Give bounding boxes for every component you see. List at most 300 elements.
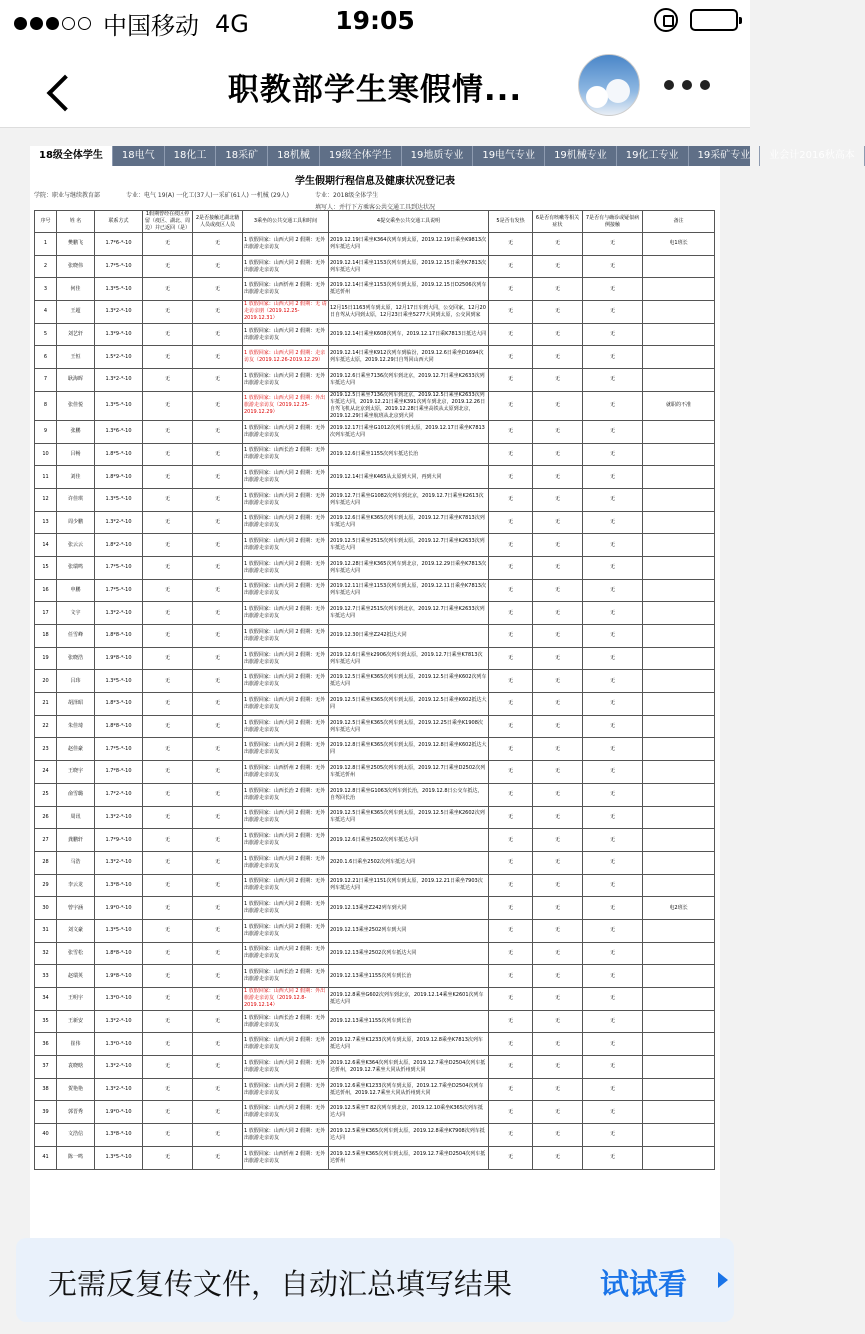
table-cell: 赵瑞英: [57, 965, 95, 988]
table-cell: 2019.12.8日乘坐2505次列车到太原，2019.12.7日乘坐D2502次列车抵达忻州: [329, 761, 489, 784]
sheet-tab[interactable]: 18化工: [165, 146, 217, 166]
table-cell: 1.8*3-*-10: [95, 693, 143, 716]
table-cell: [643, 693, 715, 716]
table-cell: 7: [35, 369, 57, 392]
table-cell: 1.7*6-*-10: [95, 233, 143, 256]
table-cell: [643, 1101, 715, 1124]
table-cell: 无: [193, 919, 243, 942]
table-cell: 2019.12.5日乘坐K365次列车到太原，2019.12.5日乘坐K2602次列车抵达大同: [329, 806, 489, 829]
spreadsheet-preview[interactable]: [0, 128, 855, 1224]
table-cell: 无: [533, 420, 583, 443]
sheet-tab[interactable]: 业会计2016秋高本: [760, 146, 864, 166]
table-cell: 无: [143, 874, 193, 897]
table-cell: 1 放假回家：山西大同 2 假期：无外出旅游走亲访友: [243, 625, 329, 648]
table-cell: 无: [489, 829, 533, 852]
table-cell: 无: [533, 511, 583, 534]
table-cell: [643, 579, 715, 602]
table-cell: 无: [533, 988, 583, 1011]
table-cell: 无: [489, 301, 533, 324]
table-cell: 1 放假回家：山西大同 2 假期：无外出旅游走亲访友: [243, 466, 329, 489]
table-cell: 无: [193, 806, 243, 829]
table-cell: 贺艳艳: [57, 1078, 95, 1101]
table-cell: [643, 670, 715, 693]
table-cell: 袁晓晗: [57, 1056, 95, 1079]
table-cell: 无: [533, 1010, 583, 1033]
table-cell: 1 放假回家：山西大同 2 假期：无外出旅游走亲访友: [243, 715, 329, 738]
table-cell: [643, 942, 715, 965]
table-cell: 王明宇: [57, 988, 95, 1011]
table-cell: 2019.12.5乘坐K365次列车到太原，2019.12.8乘坐K7908次列车抵达大同: [329, 1124, 489, 1147]
table-cell: 2019.12.7乘坐K1233次列车到太原，2019.12.8乘坐K7813次列车抵达大同: [329, 1033, 489, 1056]
table-row: [35, 511, 715, 534]
table-cell: 许佳琪: [57, 488, 95, 511]
table-cell: [643, 1056, 715, 1079]
table-cell: 无: [533, 579, 583, 602]
table-cell: 任雪峰: [57, 625, 95, 648]
table-cell: 1 放假回家：山西大同 2 假期：无外出旅游走亲访友: [243, 806, 329, 829]
table-row: [35, 670, 715, 693]
table-cell: 无: [583, 942, 643, 965]
sheet-tab[interactable]: 19电气专业: [473, 146, 545, 166]
table-cell: 1.7*8-*-10: [95, 761, 143, 784]
table-cell: 无: [143, 556, 193, 579]
table-cell: 无: [583, 233, 643, 256]
column-header: 6是否有咳嗽等相关症状: [533, 211, 583, 233]
sheet-page: [30, 166, 720, 1246]
table-cell: 1 放假回家：山西大同 2 假期：无外出旅游走亲访友: [243, 255, 329, 278]
table-cell: [643, 761, 715, 784]
table-cell: 无: [489, 1124, 533, 1147]
table-cell: 34: [35, 988, 57, 1011]
table-cell: 2019.12.8日乘坐K365次列车到太原，2019.12.8日乘坐K602抵达大同: [329, 738, 489, 761]
table-cell: 16: [35, 579, 57, 602]
table-cell: 无: [489, 1010, 533, 1033]
table-cell: 无: [533, 897, 583, 920]
table-cell: 5: [35, 323, 57, 346]
table-cell: 无: [193, 602, 243, 625]
table-cell: 1 放假回家：山西大同 2 假期：无外出旅游走亲访友: [243, 693, 329, 716]
table-row: [35, 391, 715, 420]
table-cell: 13: [35, 511, 57, 534]
table-cell: 无: [143, 443, 193, 466]
table-cell: 无: [583, 466, 643, 489]
table-cell: 无: [583, 301, 643, 324]
table-cell: 无: [533, 369, 583, 392]
table-cell: 1.3*6-*-10: [95, 420, 143, 443]
table-cell: 无: [533, 255, 583, 278]
nav-bar: [0, 40, 750, 128]
table-cell: 无: [583, 1056, 643, 1079]
table-cell: 1.9*8-*-10: [95, 647, 143, 670]
battery-icon: [690, 9, 738, 31]
table-cell: 1.3*5-*-10: [95, 391, 143, 420]
table-cell: 无: [583, 511, 643, 534]
table-cell: 无: [143, 647, 193, 670]
table-cell: [643, 625, 715, 648]
table-cell: 2019.12.19日乘坐K364次列车到太原，2019.12.19日乘坐K9813次列车抵达大同: [329, 233, 489, 256]
table-cell: 无: [533, 278, 583, 301]
table-cell: 无: [489, 965, 533, 988]
table-cell: 2019.12.6乘坐K1233次列车到太原，2019.12.7乘坐D2504次列车抵达忻州，2019.12.7乘坐大同从忻州到大同: [329, 1078, 489, 1101]
table-cell: 无: [583, 1146, 643, 1169]
table-cell: 无: [193, 761, 243, 784]
table-cell: 无: [583, 919, 643, 942]
sheet-tab[interactable]: 18采矿: [216, 146, 268, 166]
table-cell: 1.9*0-*-10: [95, 897, 143, 920]
table-cell: 32: [35, 942, 57, 965]
table-cell: 24: [35, 761, 57, 784]
table-cell: 无: [583, 443, 643, 466]
table-cell: 无: [533, 670, 583, 693]
table-cell: 41: [35, 1146, 57, 1169]
table-cell: 无: [193, 346, 243, 369]
column-header: 姓 名: [57, 211, 95, 233]
sheet-tab[interactable]: 19级全体学生: [320, 146, 402, 166]
table-cell: 无: [533, 942, 583, 965]
table-cell: 无: [583, 988, 643, 1011]
table-cell: 2019.12.5日乘坐K365次列车到太原，2019.12.5日乘坐K602次列车抵达大同: [329, 670, 489, 693]
table-cell: 12: [35, 488, 57, 511]
table-row: [35, 278, 715, 301]
table-cell: 无: [533, 602, 583, 625]
table-cell: 25: [35, 783, 57, 806]
table-cell: 无: [583, 670, 643, 693]
table-cell: 1 放假回家：山西大同 2 假期：无外出旅游走亲访友: [243, 670, 329, 693]
table-cell: 1 放假回家：山西忻州 2 假期：无外出旅游走亲访友: [243, 278, 329, 301]
table-cell: [643, 1033, 715, 1056]
table-cell: 无: [583, 897, 643, 920]
table-cell: 无: [533, 1124, 583, 1147]
table-cell: 1.3*2-*-10: [95, 806, 143, 829]
table-cell: 无: [489, 1033, 533, 1056]
table-cell: [643, 829, 715, 852]
table-cell: 1 放假回家：山西大同 2 假期：无外出旅游走亲访友: [243, 556, 329, 579]
table-cell: 申鹏: [57, 579, 95, 602]
table-cell: 36: [35, 1033, 57, 1056]
sheet-tab[interactable]: 18电气: [113, 146, 165, 166]
table-cell: 35: [35, 1010, 57, 1033]
avatar[interactable]: [578, 54, 640, 116]
table-cell: 1.3*2-*-10: [95, 1010, 143, 1033]
table-cell: [643, 420, 715, 443]
table-row: [35, 466, 715, 489]
table-cell: 无: [143, 715, 193, 738]
table-cell: 1.3*0-*-10: [95, 988, 143, 1011]
table-row: [35, 874, 715, 897]
table-cell: 无: [489, 488, 533, 511]
table-cell: 1 放假回家：山西大同 2 假期：无外出旅游走亲访友: [243, 919, 329, 942]
table-cell: 无: [193, 488, 243, 511]
table-cell: 1.3*5-*-10: [95, 670, 143, 693]
table-cell: 1.8*8-*-10: [95, 942, 143, 965]
table-cell: 无: [583, 829, 643, 852]
table-cell: 无: [489, 693, 533, 716]
table-cell: 无: [583, 488, 643, 511]
table-cell: 无: [489, 579, 533, 602]
table-row: [35, 942, 715, 965]
column-header: 2是否接触过湖北籍人员或疫区人员: [193, 211, 243, 233]
table-cell: 无: [583, 391, 643, 420]
table-cell: 1 放假回家：山西大同 2 假期：无外出旅游走亲访友: [243, 233, 329, 256]
table-cell: 无: [583, 851, 643, 874]
table-cell: 2019.12.6乘坐K364次列车到太原，2019.12.7乘坐D2504次列车抵达忻州，2019.12.7乘坐大同从忻州到大同: [329, 1056, 489, 1079]
table-cell: 2020.1.6日乘坐2502次列车抵达大同: [329, 851, 489, 874]
table-cell: 无: [489, 255, 533, 278]
table-cell: 无: [583, 534, 643, 557]
table-cell: 无: [533, 761, 583, 784]
table-cell: 无: [489, 278, 533, 301]
table-cell: 1.7*5-*-10: [95, 579, 143, 602]
table-cell: 王超: [57, 301, 95, 324]
table-cell: 刘佳: [57, 466, 95, 489]
table-row: [35, 420, 715, 443]
column-header: 备注: [643, 211, 715, 233]
table-cell: 无: [193, 466, 243, 489]
table-cell: 无: [489, 556, 533, 579]
table-cell: 2019.12.5乘坐T 82次列车到北京，2019.12.10乘坐K365次列车抵达大同: [329, 1101, 489, 1124]
table-cell: [643, 511, 715, 534]
table-row: [35, 851, 715, 874]
table-cell: 无: [533, 851, 583, 874]
sheet-tab-bar: [30, 146, 855, 166]
column-header: 序号: [35, 211, 57, 233]
table-cell: 文宇: [57, 602, 95, 625]
table-cell: 无: [533, 1056, 583, 1079]
table-cell: 37: [35, 1056, 57, 1079]
table-row: [35, 988, 715, 1011]
table-cell: 无: [143, 897, 193, 920]
table-cell: 1 放假回家：山西大同 2 假期：无外出旅游走亲访友: [243, 369, 329, 392]
table-cell: 1 放假回家：山西忻州 2 假期：无外出旅游走亲访友: [243, 761, 329, 784]
table-cell: 1.9*8-*-10: [95, 965, 143, 988]
table-cell: 1.3*2-*-10: [95, 301, 143, 324]
table-cell: 无: [143, 942, 193, 965]
document-filler: 填写人：并行下方乘客公共交通工具到达状况: [314, 204, 435, 211]
table-cell: 1 放假回家：山西大同 2 假期：无外出旅游走亲访友: [243, 488, 329, 511]
table-cell: 无: [583, 1078, 643, 1101]
document-info-item: 学院：职业与继续教育部: [34, 192, 101, 199]
table-cell: [643, 874, 715, 897]
table-cell: [643, 783, 715, 806]
document-title: 学生假期行程信息及健康状况登记表: [295, 176, 455, 187]
table-row: [35, 1101, 715, 1124]
table-cell: 2019.12.14日乘坐1153次列车到太原，2019.12.15日乘坐K7813次列车抵达大同: [329, 255, 489, 278]
table-cell: 1 放假回家：山西大同 2 假期：无外出旅游走亲访友: [243, 323, 329, 346]
table-cell: [643, 255, 715, 278]
table-cell: 无: [583, 556, 643, 579]
table-row: [35, 579, 715, 602]
table-cell: [643, 534, 715, 557]
try-it-button[interactable]: 试试看: [600, 1267, 688, 1301]
table-cell: 张晓浩: [57, 647, 95, 670]
table-cell: 2019.12.14日乘坐1153次列车到太原，2019.12.15日D2506次列车抵达忻州: [329, 278, 489, 301]
rotation-lock-icon: [654, 8, 678, 32]
table-cell: 无: [583, 420, 643, 443]
table-cell: 1.3*5-*-10: [95, 488, 143, 511]
table-cell: 无: [143, 1124, 193, 1147]
table-row: [35, 1056, 715, 1079]
sheet-tab[interactable]: 19地质专业: [402, 146, 474, 166]
table-cell: 1.8*8-*-10: [95, 625, 143, 648]
table-cell: 无: [489, 670, 533, 693]
table-cell: 1.3*2-*-10: [95, 511, 143, 534]
table-cell: 电1班长: [643, 233, 715, 256]
table-cell: 2019.12.6日乘坐7136次列车到北京，2019.12.7日乘坐K2633次列车抵达大同: [329, 369, 489, 392]
table-cell: 无: [583, 738, 643, 761]
table-cell: 6: [35, 346, 57, 369]
table-cell: 1.3*8-*-10: [95, 1124, 143, 1147]
banner-text: 无需反复传文件，自动汇总填写结果: [48, 1267, 513, 1301]
document-info-item: 专业：电气 19(A) 一化工(37人)一采矿(61人) 一机械 (29人): [126, 192, 290, 199]
table-cell: 2019.12.5日乘坐2515次列车到太原，2019.12.7日乘坐K2633次列车抵达大同: [329, 534, 489, 557]
table-cell: 33: [35, 965, 57, 988]
table-cell: 无: [143, 829, 193, 852]
column-header: 5是否有发热: [489, 211, 533, 233]
table-cell: 1 放假回家：山西长治 2 假期：无外出旅游走亲访友: [243, 443, 329, 466]
table-cell: 何佳: [57, 278, 95, 301]
table-cell: 陈一鸣: [57, 1146, 95, 1169]
table-cell: 1.3*8-*-10: [95, 874, 143, 897]
table-cell: 1 放假回家：山西大同 2 假期：无外出旅游走亲访友: [243, 1124, 329, 1147]
table-cell: 无: [193, 897, 243, 920]
promo-banner[interactable]: [16, 1238, 734, 1322]
table-row: [35, 919, 715, 942]
table-row: [35, 1124, 715, 1147]
table-cell: 1.9*0-*-10: [95, 1101, 143, 1124]
table-cell: 无: [489, 851, 533, 874]
sheet-tab[interactable]: 19采矿专业: [689, 146, 761, 166]
page-title: 职教部学生寒假情...: [227, 72, 523, 108]
table-cell: 无: [489, 420, 533, 443]
more-options-icon[interactable]: [664, 80, 710, 90]
table-cell: 1 放假回家：山西大同 2 假期：无外出旅游走亲访友: [243, 942, 329, 965]
table-cell: 无: [143, 391, 193, 420]
table-cell: [643, 738, 715, 761]
table-row: [35, 715, 715, 738]
table-cell: 无: [489, 1078, 533, 1101]
table-cell: 无: [489, 323, 533, 346]
table-cell: 无: [193, 1056, 243, 1079]
table-cell: 无: [533, 738, 583, 761]
table-cell: 1 放假回家：山西大同 2 假期：无外出旅游走亲访友: [243, 1101, 329, 1124]
table-cell: 1 放假回家：山西大同 2 假期：无外出旅游走亲访友: [243, 1056, 329, 1079]
document-info: [34, 190, 714, 199]
table-cell: 无: [193, 233, 243, 256]
table-row: [35, 602, 715, 625]
table-cell: 无: [143, 1146, 193, 1169]
table-cell: 无: [143, 1078, 193, 1101]
table-cell: 1.3*2-*-10: [95, 1078, 143, 1101]
table-cell: 9: [35, 420, 57, 443]
table-cell: 1.3*2-*-10: [95, 602, 143, 625]
table-cell: 无: [193, 625, 243, 648]
table-cell: 无: [143, 466, 193, 489]
table-cell: 无: [143, 255, 193, 278]
table-cell: 俞雪璐: [57, 783, 95, 806]
table-cell: 11: [35, 466, 57, 489]
table-cell: 无: [193, 874, 243, 897]
sheet-tab[interactable]: 19化工专业: [617, 146, 689, 166]
table-cell: 2019.12.5日乘坐7136次列车到北京，2019.12.5日乘坐K2633次列车抵达大同，2019.12.21日乘坐K391次列车到北京，2019.12.26日自驾飞机从北京到太原，2019.12.28日乘坐高铁从太原到北京，2019.12.29日乘坐航班从北京到大同: [329, 391, 489, 420]
table-row: [35, 488, 715, 511]
table-cell: 王恒: [57, 346, 95, 369]
table-cell: 无: [489, 897, 533, 920]
table-cell: 无: [193, 1078, 243, 1101]
table-cell: 吕畅: [57, 443, 95, 466]
sheet-tab[interactable]: 18级全体学生: [30, 146, 113, 166]
table-cell: 1 放假回家：山西大同 2 假期：无外出旅游走亲访友: [243, 420, 329, 443]
table-cell: 1.7*5-*-10: [95, 556, 143, 579]
table-row: [35, 1078, 715, 1101]
table-cell: 无: [193, 693, 243, 716]
table-cell: 无: [583, 693, 643, 716]
table-cell: 2019.12.13乘坐1155次列车到长治: [329, 1010, 489, 1033]
table-cell: 1 放假回家：山西大同 2 假期：外出旅游走亲访友（2019.12.8-2019.12.14）: [243, 988, 329, 1011]
table-row: [35, 965, 715, 988]
table-cell: 1 放假回家：山西大同 2 假期：无外出旅游走亲访友: [243, 579, 329, 602]
table-cell: 无: [193, 579, 243, 602]
table-cell: 18: [35, 625, 57, 648]
table-cell: 无: [489, 511, 533, 534]
table-cell: 无: [193, 1101, 243, 1124]
table-cell: 21: [35, 693, 57, 716]
table-cell: 10: [35, 443, 57, 466]
sheet-tab[interactable]: 18机械: [268, 146, 320, 166]
table-cell: [643, 988, 715, 1011]
table-cell: 无: [533, 647, 583, 670]
table-cell: 2019.12.6日乘坐k2906次列车到太原，2019.12.7日乘坐K7813次列车抵达大同: [329, 647, 489, 670]
table-cell: 1.8*8-*-10: [95, 715, 143, 738]
table-row: [35, 556, 715, 579]
status-bar: [0, 0, 750, 40]
table-cell: 无: [583, 346, 643, 369]
table-cell: 38: [35, 1078, 57, 1101]
table-cell: [643, 806, 715, 829]
table-row: [35, 647, 715, 670]
table-cell: 39: [35, 1101, 57, 1124]
table-cell: 无: [533, 715, 583, 738]
table-cell: 无: [489, 443, 533, 466]
table-cell: 无: [583, 647, 643, 670]
table-cell: 无: [143, 919, 193, 942]
table-cell: 电2班长: [643, 897, 715, 920]
table-cell: 1.7*9-*-10: [95, 829, 143, 852]
table-cell: 无: [193, 301, 243, 324]
table-cell: 无: [193, 1033, 243, 1056]
network-type: 4G: [215, 9, 249, 38]
table-cell: [643, 1010, 715, 1033]
table-cell: 无: [143, 346, 193, 369]
table-cell: 无: [533, 233, 583, 256]
table-row: [35, 829, 715, 852]
table-cell: 1.3*2-*-10: [95, 1056, 143, 1079]
table-cell: 无: [143, 534, 193, 557]
table-cell: 无: [489, 874, 533, 897]
sheet-tab[interactable]: 19机械专业: [545, 146, 617, 166]
table-cell: 2019.12.11日乘坐1153次列车到太原，2019.12.11日乘坐K7813次列车抵达大同: [329, 579, 489, 602]
table-cell: 张云云: [57, 534, 95, 557]
table-cell: 无: [533, 323, 583, 346]
table-cell: 1.8*5-*-10: [95, 443, 143, 466]
table-cell: 无: [583, 278, 643, 301]
table-cell: 4: [35, 301, 57, 324]
table-cell: 2019.12.13乘坐Z242列车到大同: [329, 897, 489, 920]
table-cell: 1.3*2-*-10: [95, 369, 143, 392]
table-cell: 吕玮: [57, 670, 95, 693]
table-cell: 郭晋秀: [57, 1101, 95, 1124]
table-cell: 2019.12.14日乘坐K465从太原到大同，再到大同: [329, 466, 489, 489]
table-cell: [643, 647, 715, 670]
